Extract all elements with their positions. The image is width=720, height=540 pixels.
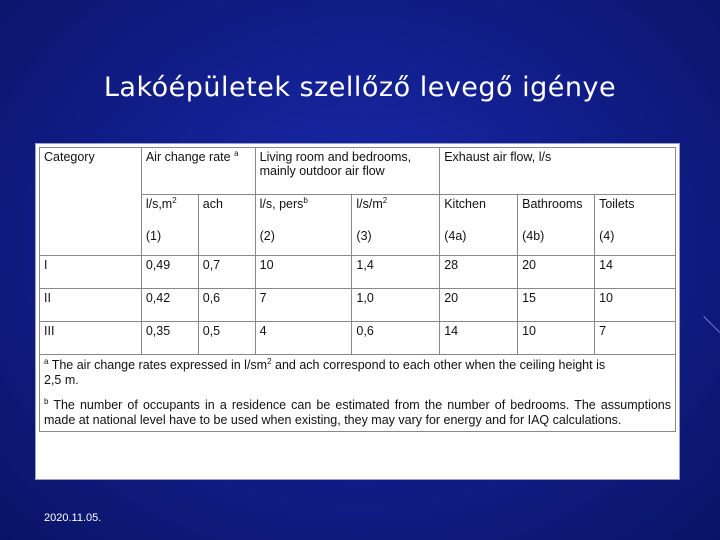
row-ls-m2: 0,35 <box>141 322 198 355</box>
table-units-row <box>40 195 676 228</box>
row-toilets: 7 <box>595 322 676 355</box>
empty-cell <box>40 227 142 256</box>
row-category: III <box>40 322 142 355</box>
slide-title: Lakóépületek szellőző levegő igénye <box>103 72 617 103</box>
table-row <box>40 289 676 322</box>
table-number-row <box>40 227 676 256</box>
num-1: (1) <box>141 227 198 256</box>
row-kitchen: 14 <box>440 322 518 355</box>
num-4b: (4b) <box>518 227 595 256</box>
row-bathrooms: 10 <box>518 322 595 355</box>
decorative-line <box>703 316 720 334</box>
header-living-room: Living room and bedrooms, mainly outdoor air flow <box>255 148 440 195</box>
num-3: (3) <box>352 227 440 256</box>
row-ls-m2: 0,42 <box>141 289 198 322</box>
unit-ach: ach <box>198 195 255 228</box>
note-a: $^a$ The air change rates expressed in $l/sm^2$ and ach correspond to each other when the ceiling height is 2,5 m. <box>44 356 606 387</box>
row-ls-pers: 4 <box>255 322 352 355</box>
ventilation-table <box>39 147 676 432</box>
row-bathrooms: 20 <box>518 256 595 289</box>
unit-ls-pers: l/s, pers$^b$ <box>255 195 352 228</box>
row-ls-m2: 0,49 <box>141 256 198 289</box>
row-ls-m2-b: 0,6 <box>352 322 440 355</box>
row-kitchen: 20 <box>440 289 518 322</box>
row-ach: 0,5 <box>198 322 255 355</box>
row-ls-pers: 7 <box>255 289 352 322</box>
table-header-row <box>40 148 676 195</box>
empty-cell <box>40 195 142 228</box>
ventilation-table-panel <box>35 143 680 480</box>
unit-ls-m2: $l/s,m^2$ <box>141 195 198 228</box>
row-toilets: 14 <box>595 256 676 289</box>
unit-toilets: Toilets <box>595 195 676 228</box>
table-row <box>40 256 676 289</box>
unit-ls-m2-b: $l/s/m^2$ <box>352 195 440 228</box>
num-4: (4) <box>595 227 676 256</box>
slide-date: 2020.11.05. <box>44 512 102 524</box>
row-ls-pers: 10 <box>255 256 352 289</box>
row-ls-m2-b: 1,0 <box>352 289 440 322</box>
num-4a: (4a) <box>440 227 518 256</box>
note-b: $^b$ The number of occupants in a residence can be estimated from the number of bedrooms. The assumptions made at national level have to be used when existing, they may vary for energy and for IAQ calculations. <box>44 396 671 427</box>
row-kitchen: 28 <box>440 256 518 289</box>
row-bathrooms: 15 <box>518 289 595 322</box>
header-category: Category <box>40 148 142 195</box>
table-notes-row <box>40 355 676 432</box>
num-empty <box>198 227 255 256</box>
row-category: I <box>40 256 142 289</box>
row-ach: 0,7 <box>198 256 255 289</box>
unit-bathrooms: Bathrooms <box>518 195 595 228</box>
header-air-change-rate: Air change rate $^a$ <box>141 148 255 195</box>
table-notes <box>40 355 676 432</box>
row-ls-m2-b: 1,4 <box>352 256 440 289</box>
table-row <box>40 322 676 355</box>
row-toilets: 10 <box>595 289 676 322</box>
row-category: II <box>40 289 142 322</box>
num-2: (2) <box>255 227 352 256</box>
row-ach: 0,6 <box>198 289 255 322</box>
unit-kitchen: Kitchen <box>440 195 518 228</box>
header-exhaust: Exhaust air flow, l/s <box>440 148 676 195</box>
